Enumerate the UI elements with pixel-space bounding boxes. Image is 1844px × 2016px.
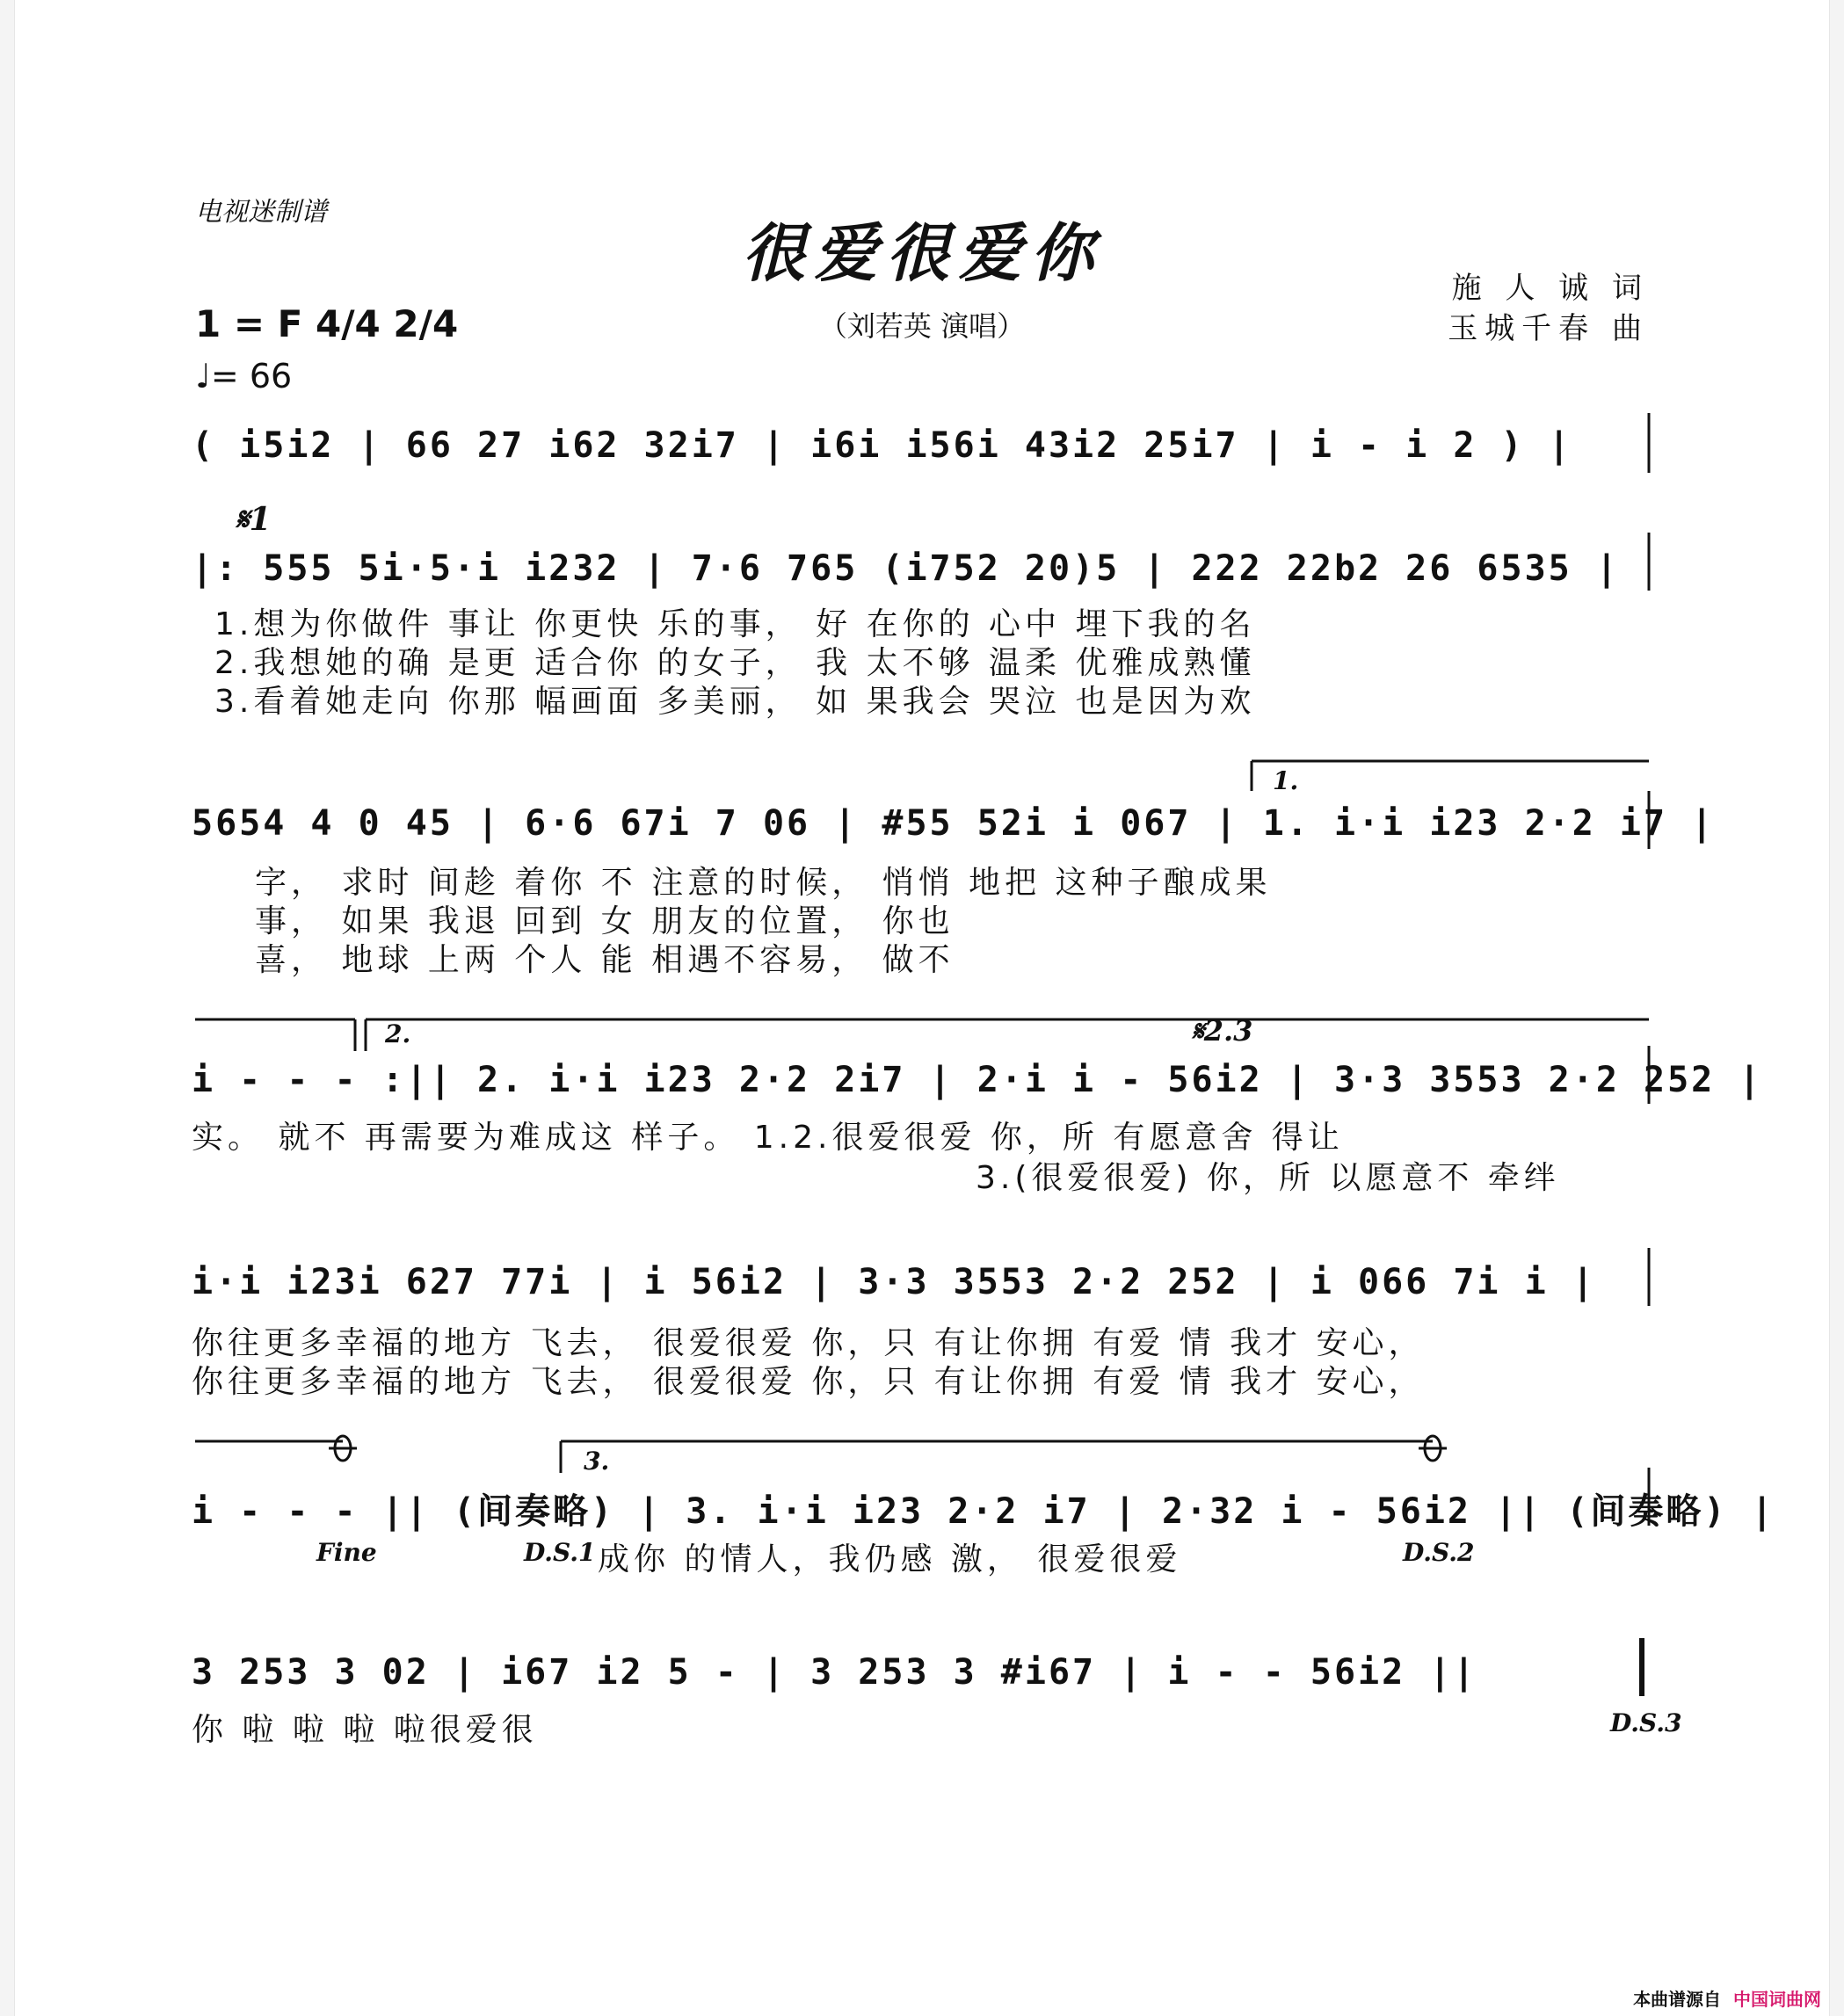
lyric-row-7: 你 啦 啦 啦 啦很爱很 [192, 1712, 538, 1748]
singer-credit: （刘若英 演唱） [818, 309, 1026, 343]
lyric-row-4-verse-1: 实。 就不 再需要为难成这 样子。 1.2.很爱很爱 你，所 有愿意舍 得让 [192, 1120, 1344, 1156]
notation-row-7: 3 253 3 02 | i67 i2 5 - | 3 253 3 #i67 | i - - 56i2 || [192, 1652, 1477, 1693]
lyric-row-2-verse-3: 3.看着她走向 你那 幅画面 多美丽， 如 果我会 哭泣 也是因为欢 [214, 684, 1256, 720]
composer-credit: 玉城千春 曲 [1448, 311, 1649, 346]
lyric-row-2-verse-2: 2.我想她的确 是更 适合你 的女子， 我 太不够 温柔 优雅成熟懂 [214, 645, 1256, 681]
notation-row-4: i - - - :|| 2. i·i i23 2·2 2i7 | 2·i i - 56i2 | 3·3 3553 2·2 252 | [192, 1060, 1763, 1100]
footer-attribution [1633, 1985, 1821, 2011]
ds1-mark: D.S.1 [524, 1538, 596, 1567]
footer-brand-link[interactable]: 中国词曲网 [1733, 1989, 1821, 2010]
lyric-row-2-verse-1: 1.想为你做件 事让 你更快 乐的事， 好 在你的 心中 埋下我的名 [214, 606, 1256, 642]
key-signature: 1 = F 4/4 2/4 [195, 302, 459, 345]
lyric-row-3-verse-1: 字， 求时 间趁 着你 不 注意的时候， 悄悄 地把 这种子酿成果 [255, 865, 1272, 901]
volta-3: 3. [584, 1447, 610, 1476]
score-source: 电视迷制谱 [195, 197, 327, 228]
lyric-row-6: 成你 的情人，我仍感 激， 很爱很爱 [598, 1541, 1182, 1577]
volta-2: 2. [385, 1019, 411, 1048]
lyric-row-5-verse-2: 你往更多幸福的地方 飞去， 很爱很爱 你，只 有让你拥 有爱 情 我才 安心， [192, 1364, 1425, 1400]
segno-1: 𝄋1 [236, 501, 272, 538]
notation-row-5: i·i i23i 627 77i | i 56i2 | 3·3 3553 2·2 252 | i 066 7i i | [192, 1262, 1596, 1302]
segno-2-3: 𝄋2.3 [1192, 1014, 1253, 1048]
song-title: 很爱很爱你 [741, 215, 1102, 290]
lyric-row-4-verse-3: 3.(很爱很爱) 你，所 以愿意不 牵绊 [976, 1160, 1560, 1196]
lyric-row-5-verse-1: 你往更多幸福的地方 飞去， 很爱很爱 你，只 有让你拥 有爱 情 我才 安心， [192, 1325, 1425, 1361]
coda-signs [329, 1436, 1447, 1461]
tempo-marking: ♩= 66 [195, 357, 293, 395]
lyricist-credit: 施 人 诚 词 [1451, 271, 1649, 306]
fine-mark: Fine [316, 1538, 377, 1567]
footer-prefix: 本曲谱源自 [1633, 1989, 1722, 2010]
ds2-mark: D.S.2 [1403, 1538, 1475, 1567]
volta-1: 1. [1273, 766, 1299, 795]
lyric-row-3-verse-3: 喜， 地球 上两 个人 能 相遇不容易， 做不 [255, 942, 955, 978]
ds3-mark: D.S.3 [1610, 1708, 1682, 1737]
notation-row-6: i - - - || (间奏略) | 3. i·i i23 2·2 i7 | 2·32 i - 56i2 || (间奏略) | [192, 1491, 1775, 1532]
notation-row-3: 5654 4 0 45 | 6·6 67i 7 06 | #55 52i i 067 | 1. i·i i23 2·2 i7 | [192, 803, 1716, 844]
notation-row-2: |: 555 5i·5·i i232 | 7·6 765 (i752 20)5 | 222 22b2 26 6535 | [192, 548, 1620, 589]
notation-row-1: ( i5i2 | 66 27 i62 32i7 | i6i i56i 43i2 25i7 | i - i 2 ) | [192, 425, 1572, 466]
lyric-row-3-verse-2: 事， 如果 我退 回到 女 朋友的位置， 你也 [255, 903, 955, 939]
